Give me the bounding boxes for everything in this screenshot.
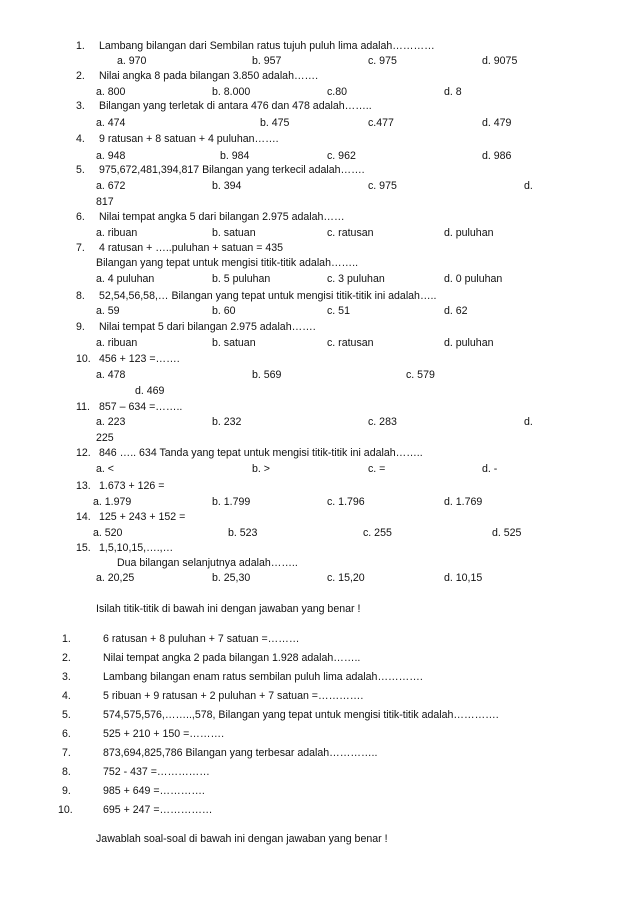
fill-item-text: 985 + 649 =…………. — [103, 785, 205, 797]
answer-option: b. 569 — [252, 369, 282, 381]
fill-item-number: 7. — [62, 747, 71, 759]
fill-item-text: Lambang bilangan enam ratus sembilan puluh lima adalah…………. — [103, 671, 423, 683]
answer-option: d. 469 — [135, 385, 165, 397]
fill-item-number: 2. — [62, 652, 71, 664]
question-text: Nilai tempat angka 5 dari bilangan 2.975 adalah…… — [99, 211, 345, 223]
answer-option: d. 1.769 — [444, 496, 483, 508]
answer-option: d. 0 puluhan — [444, 273, 503, 285]
question-text: 846 ….. 634 Tanda yang tepat untuk mengisi titik-titik ini adalah…….. — [99, 447, 423, 459]
answer-option: d. 62 — [444, 305, 468, 317]
fill-item-text: 574,575,576,……..,578, Bilangan yang tepat untuk mengisi titik-titik adalah…………. — [103, 709, 499, 721]
question-number: 12. — [76, 447, 91, 459]
question-text: 52,54,56,58,… Bilangan yang tepat untuk mengisi titik-titik ini adalah….. — [99, 290, 437, 302]
section3-instruction: Jawablah soal-soal di bawah ini dengan jawaban yang benar ! — [96, 833, 388, 845]
answer-option: c. 962 — [327, 150, 356, 162]
question-text: Nilai tempat 5 dari bilangan 2.975 adalah……. — [99, 321, 316, 333]
answer-option: d. 525 — [492, 527, 522, 539]
answer-option: c. 579 — [406, 369, 435, 381]
fill-item-text: 873,694,825,786 Bilangan yang terbesar adalah………….. — [103, 747, 378, 759]
answer-option: c. 255 — [363, 527, 392, 539]
question-number: 7. — [76, 242, 85, 254]
fill-item-number: 9. — [62, 785, 71, 797]
answer-option: a. 800 — [96, 86, 126, 98]
answer-option: d. 9075 — [482, 55, 518, 67]
answer-option: c.477 — [368, 117, 394, 129]
question-number: 2. — [76, 70, 85, 82]
answer-option: a. < — [96, 463, 114, 475]
answer-option: c. 975 — [368, 55, 397, 67]
answer-option: c. = — [368, 463, 386, 475]
question-text: 857 – 634 =…….. — [99, 401, 183, 413]
fill-item-number: 6. — [62, 728, 71, 740]
answer-option: c. 3 puluhan — [327, 273, 385, 285]
answer-option: a. 20,25 — [96, 572, 135, 584]
answer-option: c. 15,20 — [327, 572, 365, 584]
answer-option: a. 478 — [96, 369, 126, 381]
answer-option: d. 986 — [482, 150, 512, 162]
answer-option: a. 474 — [96, 117, 126, 129]
answer-option: c. 283 — [368, 416, 397, 428]
question-text: Nilai angka 8 pada bilangan 3.850 adalah……. — [99, 70, 319, 82]
question-text: Lambang bilangan dari Sembilan ratus tujuh puluh lima adalah………… — [99, 40, 435, 52]
answer-option: c. 51 — [327, 305, 350, 317]
fill-item-text: 6 ratusan + 8 puluhan + 7 satuan =……… — [103, 633, 300, 645]
section2-instruction: Isilah titik-titik di bawah ini dengan jawaban yang benar ! — [96, 603, 361, 615]
answer-option: 225 — [96, 432, 114, 444]
fill-item-text: 525 + 210 + 150 =………. — [103, 728, 225, 740]
fill-item-text: 5 ribuan + 9 ratusan + 2 puluhan + 7 satuan =…………. — [103, 690, 364, 702]
answer-option: d. 10,15 — [444, 572, 483, 584]
answer-option: a. 672 — [96, 180, 126, 192]
fill-item-text: 695 + 247 =…………… — [103, 804, 213, 816]
answer-option: a. 4 puluhan — [96, 273, 155, 285]
answer-option: d. 479 — [482, 117, 512, 129]
fill-item-number: 1. — [62, 633, 71, 645]
answer-option: d. puluhan — [444, 337, 494, 349]
answer-option: d. 8 — [444, 86, 462, 98]
answer-option: c.80 — [327, 86, 348, 98]
answer-option: b. 957 — [252, 55, 282, 67]
question-number: 4. — [76, 133, 85, 145]
answer-option: d. puluhan — [444, 227, 494, 239]
answer-option: a. 59 — [96, 305, 120, 317]
answer-option: b. 5 puluhan — [212, 273, 271, 285]
answer-option: a. 970 — [117, 55, 147, 67]
answer-option: 817 — [96, 196, 114, 208]
answer-option: a. 948 — [96, 150, 126, 162]
answer-option: c. 975 — [368, 180, 397, 192]
question-number: 10. — [76, 353, 91, 365]
question-number: 11. — [76, 401, 90, 413]
answer-option: b. satuan — [212, 337, 256, 349]
fill-item-number: 3. — [62, 671, 71, 683]
answer-option: b. 1.799 — [212, 496, 251, 508]
answer-option: b. 25,30 — [212, 572, 251, 584]
question-text: Bilangan yang terletak di antara 476 dan 478 adalah…….. — [99, 100, 372, 112]
answer-option: d. - — [482, 463, 498, 475]
answer-option: b. 8.000 — [212, 86, 251, 98]
answer-option: c. ratusan — [327, 337, 374, 349]
answer-option: a. 1.979 — [93, 496, 132, 508]
answer-option: b. 475 — [260, 117, 290, 129]
question-text: 125 + 243 + 152 = — [99, 511, 186, 523]
answer-option: c. ratusan — [327, 227, 374, 239]
fill-item-number: 4. — [62, 690, 71, 702]
question-number: 13. — [76, 480, 91, 492]
question-number: 3. — [76, 100, 85, 112]
question-number: 15. — [76, 542, 91, 554]
question-subline: Bilangan yang tepat untuk mengisi titik-titik adalah…….. — [96, 257, 359, 269]
fill-item-number: 5. — [62, 709, 71, 721]
answer-option: b. 984 — [220, 150, 250, 162]
answer-option: a. ribuan — [96, 227, 138, 239]
answer-option: b. 232 — [212, 416, 242, 428]
answer-option: b. 523 — [228, 527, 258, 539]
question-number: 1. — [76, 40, 85, 52]
answer-option: a. 223 — [96, 416, 126, 428]
answer-option: b. satuan — [212, 227, 256, 239]
question-text: 4 ratusan + …..puluhan + satuan = 435 — [99, 242, 284, 254]
fill-item-number: 10. — [58, 804, 73, 816]
fill-item-text: 752 - 437 =…………… — [103, 766, 210, 778]
answer-option: b. > — [252, 463, 270, 475]
question-text: 456 + 123 =……. — [99, 353, 180, 365]
answer-option: b. 60 — [212, 305, 236, 317]
answer-option: d. — [524, 180, 533, 192]
answer-option: c. 1.796 — [327, 496, 365, 508]
answer-option: a. ribuan — [96, 337, 138, 349]
question-number: 6. — [76, 211, 85, 223]
question-text: 1,5,10,15,….,… — [99, 542, 174, 554]
question-text: 1.673 + 126 = — [99, 480, 165, 492]
fill-item-number: 8. — [62, 766, 71, 778]
question-number: 9. — [76, 321, 85, 333]
question-text: 975,672,481,394,817 Bilangan yang terkecil adalah……. — [99, 164, 365, 176]
question-number: 14. — [76, 511, 91, 523]
question-number: 5. — [76, 164, 85, 176]
answer-option: b. 394 — [212, 180, 242, 192]
question-subline: Dua bilangan selanjutnya adalah…….. — [117, 557, 298, 569]
question-number: 8. — [76, 290, 85, 302]
answer-option: d. — [524, 416, 533, 428]
fill-item-text: Nilai tempat angka 2 pada bilangan 1.928 adalah…….. — [103, 652, 361, 664]
question-text: 9 ratusan + 8 satuan + 4 puluhan……. — [99, 133, 279, 145]
answer-option: a. 520 — [93, 527, 123, 539]
